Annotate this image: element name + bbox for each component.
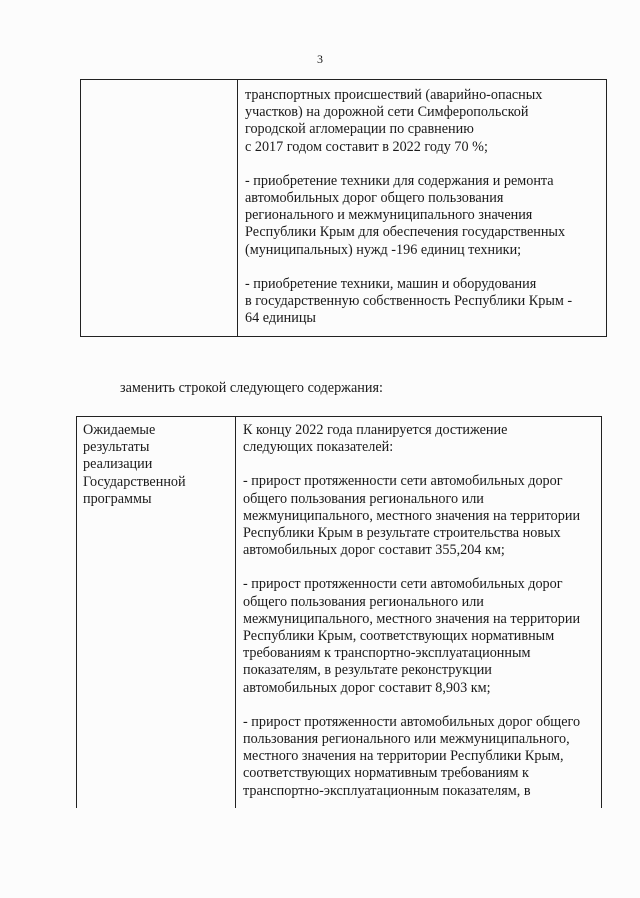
text-line: следующих показателей: [243,439,394,456]
previous-row-content-cell [238,80,607,337]
text-line: межмуниципального, местного значения на территории [243,610,581,627]
expected-results-label-cell [77,417,236,809]
text-line: результаты [83,439,150,456]
text-line: реализации [83,456,153,473]
expected-results-content-cell [236,417,602,809]
paragraph [243,576,601,696]
text-line: транспортно-эксплуатационным показателям, в [243,782,531,799]
text-line: К концу 2022 года планируется достижение [243,422,508,438]
text-line: 64 единицы [245,310,316,327]
text-line: показателям, в результате реконструкции [243,662,492,679]
replacement-row-table [76,416,602,808]
expected-results-label [83,422,235,508]
text-line: транспортных происшествий (аварийно-опасных [245,87,543,103]
text-line: общего пользования регионального или [243,593,484,610]
text-line: - прирост протяженности сети автомобильных дорог [243,576,563,593]
text-line: автомобильных дорог общего пользования [245,190,504,207]
text-line: регионального и межмуниципального значения [245,207,533,224]
text-line: - прирост протяженности сети автомобильных дорог [243,473,563,490]
paragraph [245,173,606,259]
text-line: (муниципальных) нужд -196 единиц техники; [245,241,522,258]
paragraph [243,422,601,456]
paragraph [245,276,606,328]
text-line: автомобильных дорог составит 8,903 км; [243,679,491,696]
text-line: общего пользования регионального или [243,490,484,507]
text-line: в государственную собственность Республики Крым - [245,293,573,310]
text-line: - прирост протяженности автомобильных дорог общего [243,713,581,730]
text-line: Республики Крым в результате строительства новых [243,525,561,542]
previous-row-table [80,79,607,337]
text-line: автомобильных дорог составит 355,204 км; [243,542,505,559]
text-line: - приобретение техники, машин и оборудования [245,275,537,292]
paragraph [245,87,606,156]
expected-results-paragraphs [243,422,601,800]
text-line: Республики Крым, соответствующих нормативным [243,628,555,645]
text-line: межмуниципального, местного значения на территории [243,507,581,524]
paragraph [243,714,601,800]
replacement-intro-text: заменить строкой следующего содержания: [120,380,383,396]
text-line: - приобретение техники для содержания и ремонта [245,172,554,189]
paragraph [243,473,601,559]
text-line: Государственной [83,473,186,490]
text-line: местного значения на территории Республики Крым, [243,748,564,765]
text-line: Республики Крым для обеспечения государственных [245,224,566,241]
text-line: с 2017 годом составит в 2022 году 70 %; [245,138,488,155]
page-number: 3 [317,52,323,66]
text-line: программы [83,490,152,507]
text-line: Ожидаемые [83,422,156,438]
text-line: соответствующих нормативным требованиям к [243,765,529,782]
previous-row-paragraphs [245,87,606,327]
text-line: городской агломерации по сравнению [245,121,474,138]
text-line: участков) на дорожной сети Симферопольской [245,104,529,121]
text-line: требованиям к транспортно-эксплуатационным [243,645,531,662]
previous-row-label-cell [81,80,238,337]
text-line: пользования регионального или межмуниципального, [243,731,570,748]
